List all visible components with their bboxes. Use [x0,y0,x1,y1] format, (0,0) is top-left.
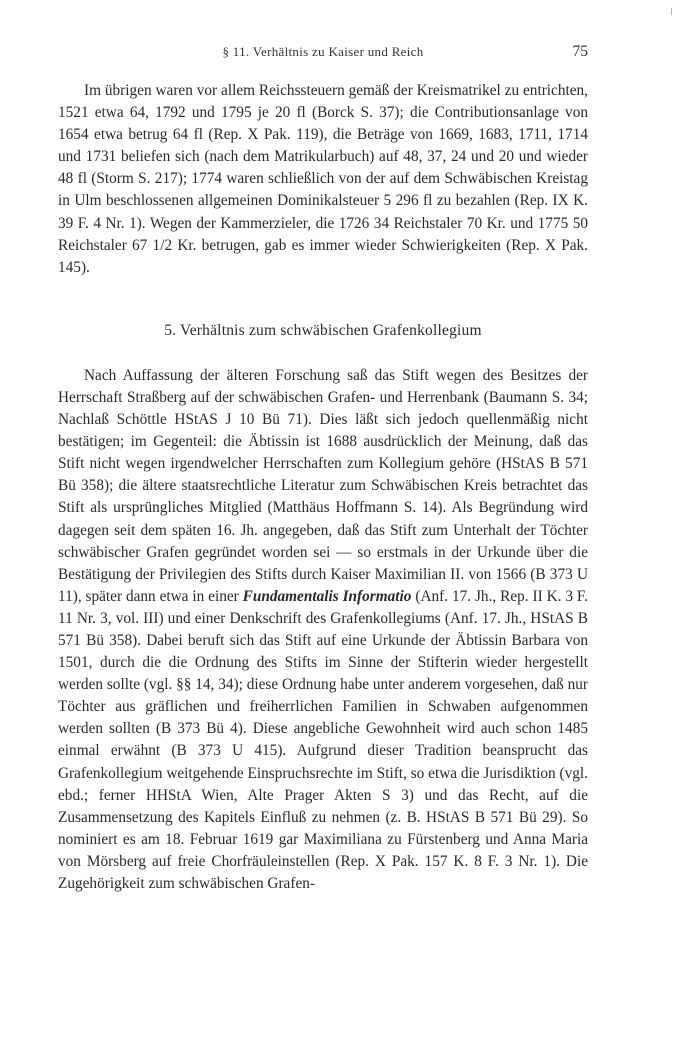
running-title: § 11. Verhältnis zu Kaiser und Reich [222,44,424,59]
paragraph-text-part: Nach Auffassung der älteren Forschung saß das Stift wegen des Besitzes der Herrschaft Straßberg auf der schwäbischen Grafen- und Herrenbank (Baumann S. 34; Nachlaß Schöttle HStAS J 10 Bü 71). Dies läßt sich jedoch quellenmäßig nicht bestätigen; im Gegenteil: die Äbtissin ist 1688 ausdrücklich der Meinung, daß das Stift nicht wegen irgendwelcher Herrschaften zum Kollegium gehöre (HStAS B 571 Bü 358); die ältere staatsrechtliche Literatur zum Schwäbischen Kreis betrachtet das Stift als ursprüngliches Mitglied (Matthäus Hoffmann S. 14). Als Begründung wird dagegen seit dem späten 16. Jh. angegeben, daß das Stift zum Unterhalt der Töchter schwäbischer Grafen gegründet worden sei — so erstmals in der Urkunde über die Bestätigung der Privilegien des Stifts durch Kaiser Maximilian II. von 1566 (B 373 U 11), später dann etwa in einer [58,366,588,605]
section-heading: 5. Verhältnis zum schwäbischen Grafenkollegium [164,321,482,339]
crop-mark [671,8,672,15]
paragraph-reichssteuern: Im übrigen waren vor allem Reichssteuern gemäß der Kreismatrikel zu entrichten, 1521 etwa 64, 1792 und 1795 je 20 fl (Borck S. 37); die Contributionsanlage von 1654 etwa betrug 64 fl (Rep. X Pak. 119), die Beträge von 1669, 1683, 1711, 1714 und 1731 beliefen sich (nach dem Matrikularbuch) auf 48, 37, 24 und 20 und wieder 48 fl (Storm S. 217); 1774 waren schließlich von der auf dem Schwäbischen Kreistag in Ulm beschlossenen allgemeinen Dominikalsteuer 5 296 fl zu bezahlen (Rep. IX K. 39 F. 4 Nr. 1). Wegen der Kammerzieler, die 1726 34 Reichstaler 70 Kr. und 1775 50 Reichstaler 67 1/2 Kr. betrugen, gab es immer wieder Schwierigkeiten (Rep. X Pak. 145). [58,82,588,276]
running-head [58,44,588,66]
paragraph-grafenkollegium [58,365,588,895]
body-text [58,80,588,895]
italic-title: Fundamentalis Informatio [242,587,412,605]
page-number: 75 [572,43,588,60]
paragraph-text-part: (Anf. 17. Jh., Rep. II K. 3 F. 11 Nr. 3, vol. III) und einer Denkschrift des Grafenkollegiums (Anf. 17. Jh., HStAS B 571 Bü 358). Dabei beruft sich das Stift auf eine Urkunde der Äbtissin Barbara von 1501, durch die die Ordnung des Stifts im Sinne der Stifterin wieder hergestellt werden sollte (vgl. §§ 14, 34); diese Ordnung habe unter anderem vorgesehen, daß nur Töchter aus gräflichen und freiherrlichen Familien in Schwaben aufgenommen werden sollten (B 373 Bü 4). Diese angebliche Gewohnheit wird auch schon 1485 einmal erwähnt (B 373 U 415). Aufgrund dieser Tradition beansprucht das Grafenkollegium weitgehende Einspruchsrechte im Stift, so etwa die Jurisdiktion (vgl. ebd.; ferner HHStA Wien, Alte Prager Akten S 3) und das Recht, auf die Zusammensetzung des Kapitels Einfluß zu nehmen (z. B. HStAS B 571 Bü 29). So nominiert es am 18. Februar 1619 gar Maximiliana zu Fürstenberg und Anna Maria von Mörsberg auf freie Chorfräuleinstellen (Rep. X Pak. 157 K. 8 F. 3 Nr. 1). Die Zugehörigkeit zum schwäbischen Grafen- [58,587,588,892]
